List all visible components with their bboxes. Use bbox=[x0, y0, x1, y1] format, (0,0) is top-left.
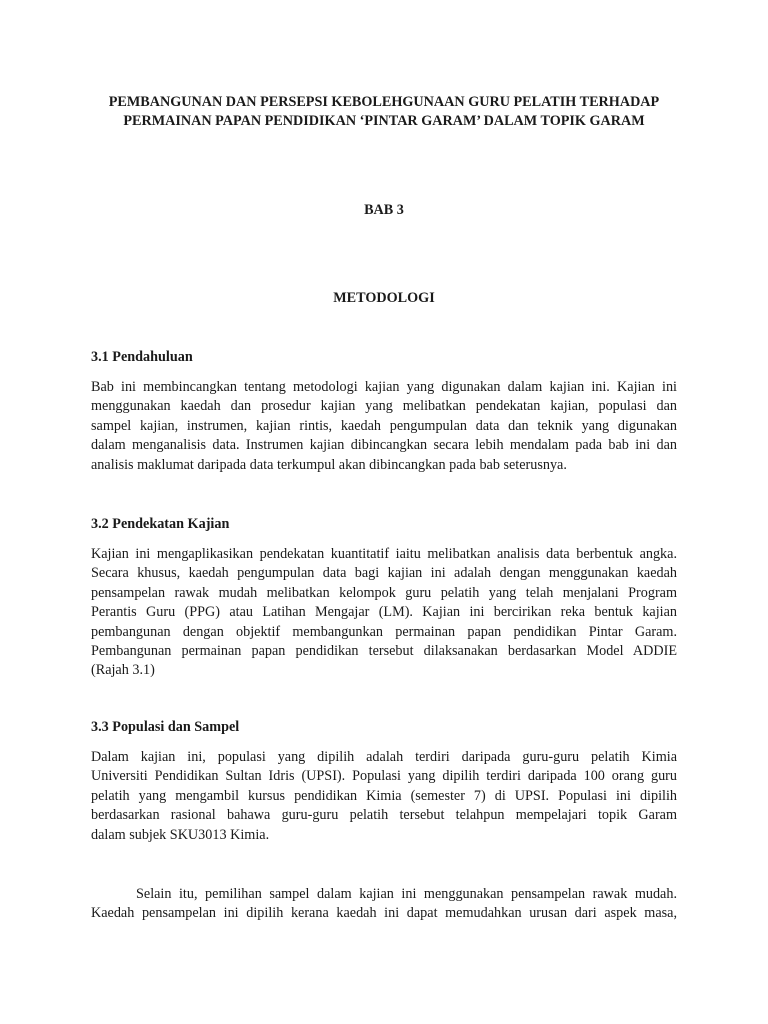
section-heading-populasi-dan-sampel: 3.3 Populasi dan Sampel bbox=[91, 719, 240, 735]
section-paragraph-sampel-continuation bbox=[91, 885, 677, 924]
document-title bbox=[70, 93, 698, 131]
paragraph-line: (Rajah 3.1) bbox=[91, 662, 155, 679]
paragraph-line: pelatih yang mengambil kursus pendidikan Kimia (semester 7) di UPSI. Populasi ini dipilih bbox=[91, 787, 677, 804]
paragraph-line: pensampelan rawak mudah melibatkan kelompok guru pelatih yang telah menjalani Program bbox=[91, 584, 677, 601]
paragraph-line: Dalam kajian ini, populasi yang dipilih adalah terdiri daripada guru-guru pelatih Kimia bbox=[91, 749, 677, 765]
paragraph-line: Pembangunan permainan papan pendidikan tersebut dilaksanakan berdasarkan Model ADDIE bbox=[91, 643, 677, 660]
section-paragraph-populasi-dan-sampel bbox=[91, 748, 677, 845]
paragraph-line: Universiti Pendidikan Sultan Idris (UPSI). Populasi yang dipilih terdiri daripada 100 orang guru bbox=[91, 768, 677, 785]
section-heading-pendekatan-kajian: 3.2 Pendekatan Kajian bbox=[91, 516, 230, 532]
paragraph-line: sampel kajian, instrumen, kajian rintis, kaedah pengumpulan data dan teknik yang digunakan bbox=[91, 417, 677, 434]
paragraph-line: Perantis Guru (PPG) atau Latihan Mengajar (LM). Kajian ini bercirikan reka bentuk kajian bbox=[91, 604, 677, 621]
chapter-label: BAB 3 bbox=[364, 202, 404, 218]
paragraph-line: pembangunan dengan objektif membangunkan permainan papan pendidikan Pintar Garam. bbox=[91, 623, 677, 640]
paragraph-line: berdasarkan rasional bahawa guru-guru pelatih tersebut telahpun mempelajari topik Garam bbox=[91, 807, 677, 824]
paragraph-line: dalam menganalisis data. Instrumen kajian dibincangkan secara lebih mendalam pada bab ini dan bbox=[91, 437, 677, 454]
paragraph-line: analisis maklumat daripada data terkumpul akan dibincangkan pada bab seterusnya. bbox=[91, 456, 567, 473]
section-paragraph-pendekatan-kajian bbox=[91, 545, 677, 681]
paragraph-line: Selain itu, pemilihan sampel dalam kajian ini menggunakan pensampelan rawak mudah. bbox=[136, 886, 677, 902]
paragraph-line: menggunakan kaedah dan prosedur kajian yang melibatkan pendekatan kajian, populasi dan bbox=[91, 398, 677, 415]
title-line: PEMBANGUNAN DAN PERSEPSI KEBOLEHGUNAAN GURU PELATIH TERHADAP bbox=[108, 94, 660, 110]
paragraph-line: Bab ini membincangkan tentang metodologi kajian yang digunakan dalam kajian ini. Kajian ini bbox=[91, 379, 677, 395]
paragraph-line: Kajian ini mengaplikasikan pendekatan kuantitatif iaitu melibatkan analisis data berbentuk angka. bbox=[91, 546, 677, 562]
section-heading-pendahuluan: 3.1 Pendahuluan bbox=[91, 349, 193, 365]
chapter-title: METODOLOGI bbox=[333, 290, 435, 306]
paragraph-line: Kaedah pensampelan ini dipilih kerana kaedah ini dapat memudahkan urusan dari aspek masa, bbox=[91, 905, 677, 922]
title-line: PERMAINAN PAPAN PENDIDIKAN ‘PINTAR GARAM’ DALAM TOPIK GARAM bbox=[123, 113, 645, 129]
paragraph-line: dalam subjek SKU3013 Kimia. bbox=[91, 826, 270, 843]
section-paragraph-pendahuluan bbox=[91, 378, 677, 475]
paragraph-line: Secara khusus, kaedah pengumpulan data bagi kajian ini adalah dengan menggunakan kaedah bbox=[91, 565, 677, 582]
